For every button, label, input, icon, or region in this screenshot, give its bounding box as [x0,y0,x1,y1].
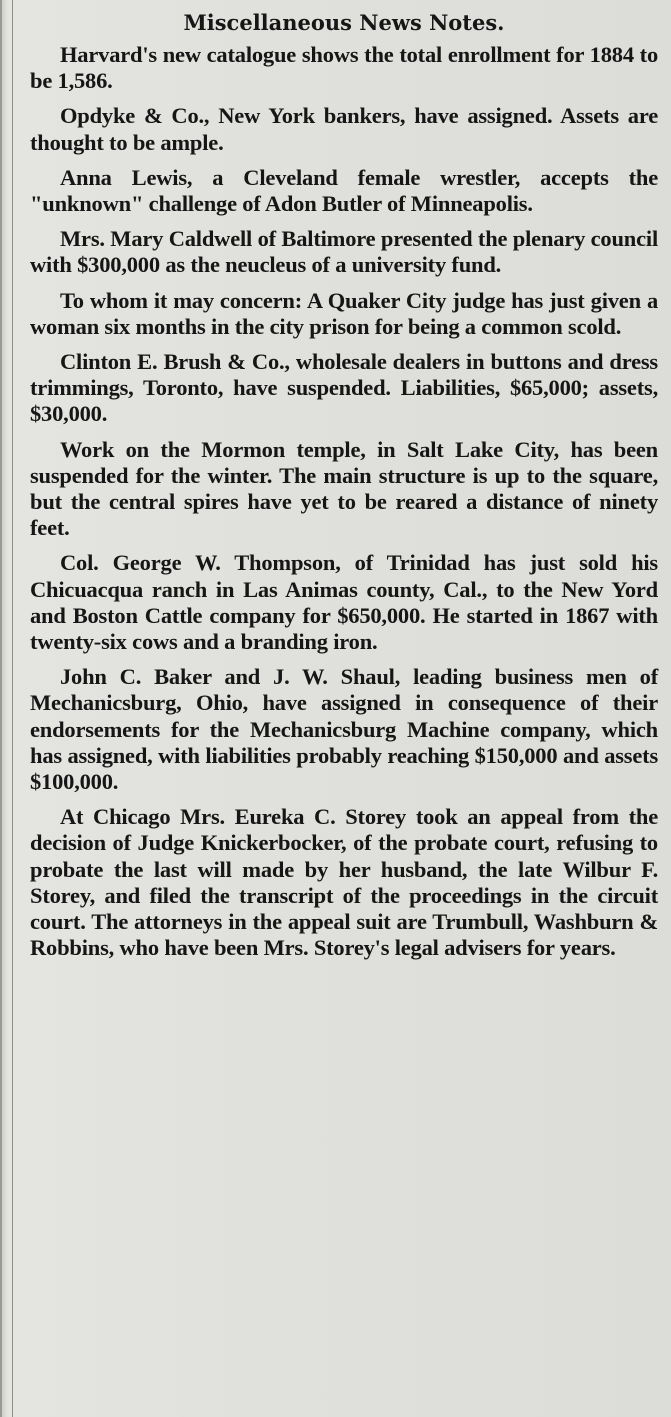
news-item-thompson: Col. George W. Thompson, of Trinidad has just sold his Chicuacqua ranch in Las Animas county, Cal., to the New Yord and Boston Cattle company for $650,000. He started in 1867 with twenty-six cows and a branding iron. [30,550,658,655]
news-item-harvard: Harvard's new catalogue shows the total enrollment for 1884 to be 1,586. [30,42,658,94]
news-item-quaker-city: To whom it may concern: A Quaker City judge has just given a woman six months in the city prison for being a common scold. [30,287,658,339]
news-column [30,6,658,971]
news-item-mormon-temple: Work on the Mormon temple, in Salt Lake City, has been suspended for the winter. The main structure is up to the square, but the central spires have yet to be reared a distance of ninety feet. [30,436,658,541]
headline: Miscellaneous News Notes. [183,10,505,35]
column-rule [12,0,13,1417]
news-item-anna-lewis: Anna Lewis, a Cleveland female wrestler, accepts the "unknown" challenge of Adon Butler of Minneapolis. [30,164,658,217]
news-item-baker-shaul: John C. Baker and J. W. Shaul, leading business men of Mechanicsburg, Ohio, have assigned in consequence of their endorsements for the Mechanicsburg Machine company, which has assigned, with liabilities probably reaching $150,000 and assets $100,000. [30,664,658,795]
news-item-storey: At Chicago Mrs. Eureka C. Storey took an appeal from the decision of Judge Knickerbocker, of the probate court, refusing to probate the last will made by her husband, the late Wilbur F. Storey, and filed the transcript of the proceedings in the circuit court. The attorneys in the appeal suit are Trumbull, Washburn & Robbins, who have been Mrs. Storey's legal advisers for years. [30,804,658,961]
news-item-opdyke: Opdyke & Co., New York bankers, have assigned. Assets are thought to be ample. [30,103,658,155]
news-item-caldwell: Mrs. Mary Caldwell of Baltimore presented the plenary council with $300,000 as the neucleus of a university fund. [30,226,658,278]
news-item-brush: Clinton E. Brush & Co., wholesale dealers in buttons and dress trimmings, Toronto, have suspended. Liabilities, $65,000; assets, $30,000. [30,349,658,427]
